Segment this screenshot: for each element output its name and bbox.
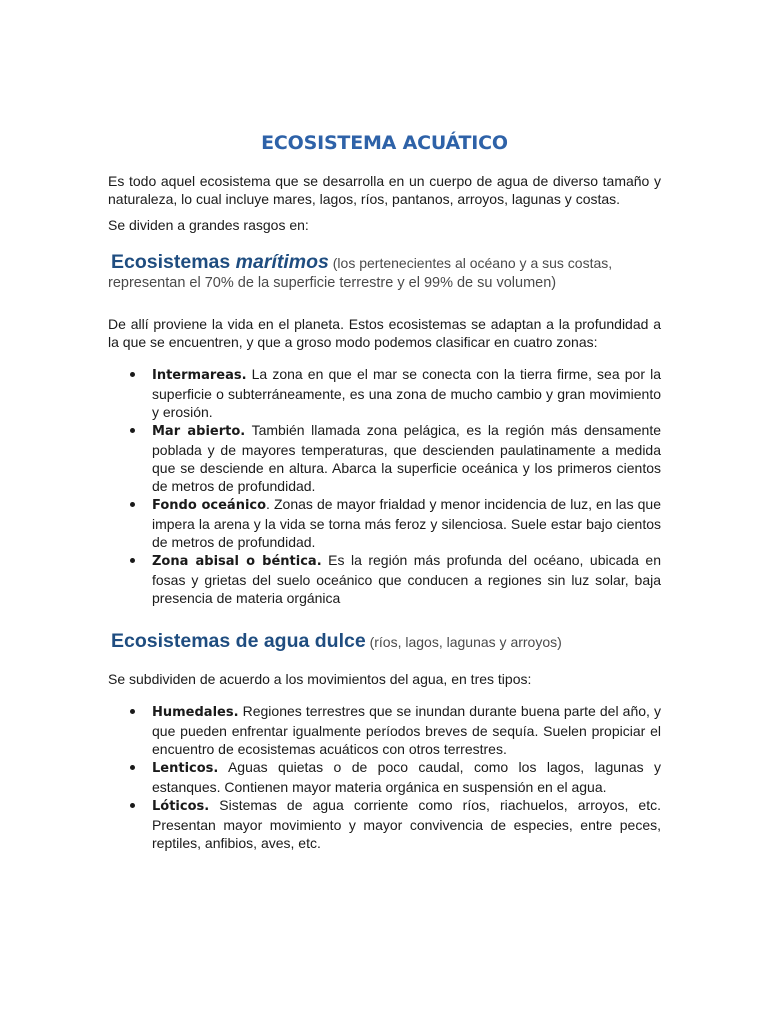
intro-paragraph: Es todo aquel ecosistema que se desarrolla en un cuerpo de agua de diverso tamaño y naturaleza, lo cual incluye mares, lagos, ríos, pantanos, arroyos, lagunas y costas. <box>108 173 661 207</box>
dulce-paragraph: Se subdividen de acuerdo a los movimientos del agua, en tres tipos: <box>108 671 532 687</box>
list-item: Lenticos. Aguas quietas o de poco caudal, como los lagos, lagunas y estanques. Contienen mayor materia orgánica en suspensión en el agua. <box>152 759 661 795</box>
document-page <box>108 132 661 852</box>
zones-list <box>108 365 661 607</box>
list-item: Fondo oceánico. Zonas de mayor frialdad y menor incidencia de luz, en las que impera la arena y la vida se torna más feroz y silenciosa. Suele estar bajo cientos de metros de profundidad. <box>152 496 661 550</box>
maritimos-heading-note: (los pertenecientes al océano y a sus costas, <box>332 255 613 271</box>
list-item: Mar abierto. También llamada zona pelágica, es la región más densamente poblada y de mayores temperaturas, que descienden paulatinamente a medida que se desciende en altura. Abarca la superficie oceánica y los primeros cientos de metros de profundidad. <box>152 422 662 494</box>
maritimos-heading-note-line2: representan el 70% de la superficie terrestre y el 99% de su volumen) <box>108 275 557 291</box>
dulce-heading-note: (ríos, lagos, lagunas y arroyos) <box>369 634 562 650</box>
list-item: Lóticos. Sistemas de agua corriente como ríos, riachuelos, arroyos, etc. Presentan mayor movimiento y mayor convivencia de especies, entre peces, reptiles, anfibios, aves, etc. <box>152 797 661 851</box>
list-item: Intermareas. La zona en que el mar se conecta con la tierra firme, sea por la superficie o subterráneamente, es una zona de mucho cambio y gran movimiento y erosión. <box>152 366 661 420</box>
maritimos-heading-main: Ecosistemas marítimos <box>111 251 329 273</box>
list-item: Zona abisal o béntica. Es la región más profunda del océano, ubicada en fosas y grietas del suelo oceánico que conducen a regiones sin luz solar, baja presencia de materia orgánica <box>152 552 662 606</box>
dulce-heading-main: Ecosistemas de agua dulce <box>111 630 366 652</box>
divide-paragraph: Se dividen a grandes rasgos en: <box>108 217 309 233</box>
types-list <box>108 702 661 852</box>
dulce-heading <box>111 631 661 652</box>
maritimos-paragraph: De allí proviene la vida en el planeta. Estos ecosistemas se adaptan a la profundidad a la que se encuentren, y que a groso modo podemos clasificar en cuatro zonas: <box>108 316 661 350</box>
document-title: ECOSISTEMA ACUÁTICO <box>261 132 508 154</box>
maritimos-heading <box>111 252 661 273</box>
list-item: Humedales. Regiones terrestres que se inundan durante buena parte del año, y que pueden enfrentar igualmente períodos breves de sequía. Suelen propiciar el encuentro de ecosistemas acuáticos con otros terrestres. <box>152 703 661 757</box>
maritimos-heading-italic: marítimos <box>235 251 329 273</box>
